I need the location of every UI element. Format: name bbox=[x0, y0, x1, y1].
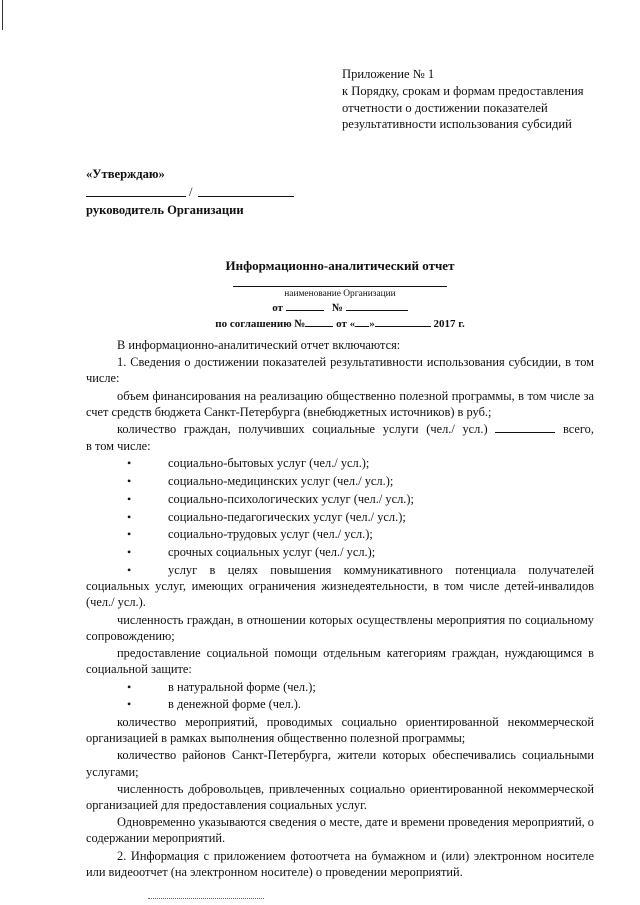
approval-label: «Утверждаю» bbox=[86, 167, 165, 181]
appendix-number: Приложение № 1 bbox=[342, 67, 435, 81]
districts-paragraph: количество районов Санкт-Петербурга, жители которых обеспечивались социальными услугами; bbox=[86, 748, 594, 779]
agreement-number-blank bbox=[305, 316, 333, 327]
assistance-paragraph: предоставление социальной помощи отдельным категориям граждан, нуждающимся в социальной защите: bbox=[86, 646, 594, 677]
bullet-icon: • bbox=[127, 697, 132, 712]
list-item-text: социально-педагогических услуг (чел./ усл.); bbox=[168, 509, 406, 524]
bullet-icon: • bbox=[127, 679, 132, 694]
bullet-icon: • bbox=[127, 509, 132, 524]
item-1-paragraph: 1. Сведения о достижении показателей результативности использования субсидии, в том числе: bbox=[86, 355, 594, 386]
list-item-text: социально-трудовых услуг (чел./ усл.); bbox=[168, 527, 373, 542]
volunteers-paragraph: численность добровольцев, привлеченных социально ориентированной некоммерческой организацией для предоставления социальных услуг. bbox=[86, 781, 594, 812]
bullet-icon: • bbox=[127, 527, 132, 542]
report-title-block bbox=[120, 258, 560, 332]
list-item bbox=[86, 455, 594, 471]
number-blank bbox=[346, 300, 408, 311]
citizens-suffix: всего, bbox=[562, 422, 594, 437]
signature-line bbox=[86, 184, 326, 202]
list-item-text: услуг в целях повышения коммуникативного потенциала получателей социальных услуг, имеющих ограничения жизнедеятельности, в том числе детей-инвалидов (чел./ усл.). bbox=[86, 562, 594, 610]
number-label: № bbox=[331, 302, 344, 315]
agreement-from: от « bbox=[336, 318, 356, 331]
list-item-text: социально-психологических услуг (чел./ усл.); bbox=[168, 491, 414, 506]
date-number-line bbox=[120, 300, 560, 316]
events-paragraph: количество мероприятий, проводимых социально ориентированной некоммерческой организацией в рамках выполнения общественно полезной программы; bbox=[86, 714, 594, 746]
list-item bbox=[86, 562, 594, 611]
date-blank bbox=[286, 300, 324, 311]
report-title: Информационно-аналитический отчет bbox=[225, 258, 455, 273]
place-paragraph: Одновременно указываются сведения о месте, дате и времени проведения мероприятий, о содержании мероприятий. bbox=[86, 815, 594, 846]
citizens-prefix: количество граждан, получивших социальные услуги (чел./ усл.) bbox=[117, 422, 488, 437]
list-item-text: в натуральной форме (чел.); bbox=[168, 679, 316, 694]
list-item-text: социально-бытовых услуг (чел./ усл.); bbox=[168, 456, 370, 471]
appendix-line: результативности использования субсидий bbox=[342, 117, 572, 132]
approval-signer: руководитель Организации bbox=[86, 203, 244, 218]
support-paragraph: численность граждан, в отношении которых осуществлены мероприятия по социальному сопровождению; bbox=[86, 612, 594, 643]
from-label: от bbox=[272, 302, 283, 315]
page-edge-mark bbox=[2, 0, 3, 30]
list-item-text: срочных социальных услуг (чел./ усл.); bbox=[168, 544, 376, 559]
agreement-year: 2017 г. bbox=[433, 318, 465, 331]
agreement-line bbox=[120, 316, 560, 332]
agreement-month-blank bbox=[375, 316, 431, 327]
signature-blank bbox=[86, 196, 186, 197]
agreement-day-blank bbox=[355, 316, 369, 327]
bullet-icon: • bbox=[127, 544, 132, 559]
bullet-icon: • bbox=[127, 562, 132, 577]
appendix-header bbox=[342, 66, 622, 133]
agreement-prefix: по соглашению № bbox=[215, 318, 306, 331]
footer-dotted-line bbox=[148, 898, 264, 899]
bullet-icon: • bbox=[127, 474, 132, 489]
intro-paragraph: В информационно-аналитический отчет включаются: bbox=[117, 338, 401, 352]
list-item bbox=[86, 473, 594, 489]
appendix-line: к Порядку, срокам и формам предоставления bbox=[342, 83, 584, 98]
list-item-text: в денежной форме (чел.). bbox=[168, 697, 302, 712]
name-blank bbox=[198, 196, 294, 197]
report-body bbox=[86, 337, 594, 881]
list-item bbox=[86, 526, 594, 542]
appendix-line: отчетности о достижении показателей bbox=[342, 100, 548, 115]
citizens-count-blank bbox=[495, 422, 555, 433]
list-item-text: социально-медицинских услуг (чел./ усл.); bbox=[168, 474, 394, 489]
bullet-icon: • bbox=[127, 491, 132, 506]
organization-caption: наименование Организации bbox=[284, 289, 396, 300]
approval-block bbox=[86, 166, 326, 218]
funding-paragraph: объем финансирования на реализацию общественно полезной программы, в том числе за счет средств бюджета Санкт-Петербурга (внебюджетных источников) в руб.; bbox=[86, 388, 594, 419]
list-item bbox=[86, 491, 594, 507]
organization-name-blank bbox=[233, 286, 447, 287]
signature-slash: / bbox=[189, 185, 193, 200]
list-item bbox=[86, 679, 594, 695]
bullet-icon: • bbox=[127, 456, 132, 471]
citizens-tail: в том числе: bbox=[86, 439, 151, 454]
agreement-quote-close: » bbox=[369, 318, 375, 331]
list-item bbox=[86, 696, 594, 712]
citizens-paragraph bbox=[86, 421, 594, 437]
list-item bbox=[86, 509, 594, 525]
item-2-paragraph: 2. Информация с приложением фотоотчета на бумажном и (или) электронном носителе или видеоотчет (на электронном носителе) о проведении мероприятий. bbox=[86, 848, 594, 879]
list-item bbox=[86, 544, 594, 560]
